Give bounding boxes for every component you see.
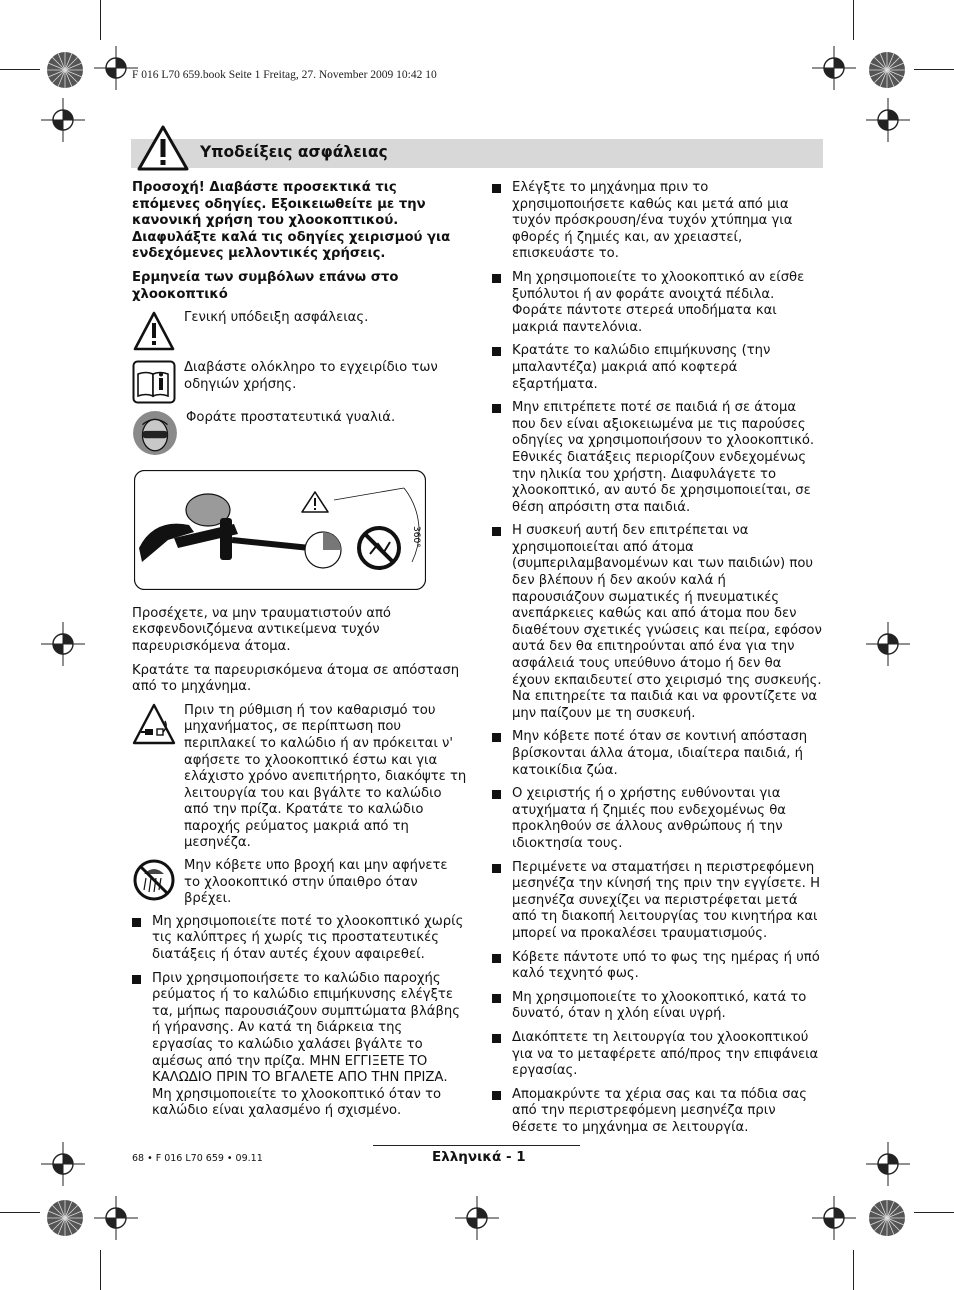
left-column [132, 180, 467, 1127]
registration-mark-icon [41, 1142, 85, 1186]
bullet-square-icon [492, 864, 501, 873]
paragraph: Προσέχετε, να μην τραυματιστούν από εκσφενδονιζόμενα αντικείμενα τυχόν παρευρισκόμενα άτομα. [132, 605, 391, 654]
paragraph: Κρατάτε τα παρευρισκόμενα άτομα σε απόσταση από το μηχάνημα. [132, 662, 460, 695]
intro-warning: Προσοχή! Διαβάστε προσεκτικά τις επόμενες οδηγίες. Εξοικειωθείτε με την κανονική χρήση του χλοοκοπτικού. Διαφυλάξτε καλά τις οδηγίες χειρισμού για ενδεχόμενες μελλοντικές χρήσεις. [132, 180, 451, 262]
symbol-row [132, 858, 467, 908]
section-title: Υποδείξεις ασφάλειας [200, 143, 388, 161]
goggles-icon [132, 410, 178, 456]
bullet-square-icon [492, 954, 501, 963]
warning-triangle-icon [136, 124, 190, 172]
bullet-square-icon [492, 184, 501, 193]
color-rosette-icon [46, 51, 84, 89]
color-rosette-icon [868, 1199, 906, 1237]
bullet-item: Διακόπτετε τη λειτουργία του χλοοκοπτικού για να το μεταφέρετε από/προς την επιφάνεια εργασίας. [492, 1030, 822, 1080]
registration-mark-icon [94, 46, 138, 90]
registration-mark-icon [94, 1196, 138, 1240]
bullet-item: Η συσκευή αυτή δεν επιτρέπεται να χρησιμοποιείται από άτομα (συμπεριλαμβανομένων και των παιδιών) που δεν βλέπουν ή δεν ακούν καλά ή παρουσιάζουν σωματικές ή πνευματικές ανεπάρκειες καθώς και από άτομα που δεν διαθέτουν σχετικές γνώσεις και πείρα, εφόσον αυτά δεν θα επιτηρούνται από ένα για την ασφάλειά τους υπεύθυνο άτομο ή δεν θα έχουν εκπαιδευτεί στο χειρισμό της συσκευής. Να επιτηρείτε τα παιδιά και να φροντίζετε να μην παίζουν με τη συσκευή. [492, 523, 822, 722]
bullet-item: Μη χρησιμοποιείτε ποτέ το χλοοκοπτικό χωρίς τις καλύπτρες ή χωρίς τις προστατευτικές διατάξεις ή όταν αυτές έχουν αφαιρεθεί. [132, 914, 467, 964]
registration-mark-icon [41, 98, 85, 142]
bullet-square-icon [492, 994, 501, 1003]
symbol-text: Πριν τη ρύθμιση ή τον καθαρισμό του μηχανήματος, σε περίπτωση που περιπλακεί το καλώδιο ή αν πρόκειται ν' αφήσετε το χλοοκοπτικό έστω και για ελάχιστο χρόνο ανεπιτήρητο, διακόψτε τη λειτουργία του και βγάλτε το καλώδιο από την πρίζα. Κρατάτε το καλώδιο παροχής ρεύματος μακριά από τη μεσηνέζα. [184, 702, 467, 851]
trimmer-hazard-figure [134, 470, 426, 590]
print-line: F 016 L70 659.book Seite 1 Freitag, 27. November 2009 10:42 10 [132, 69, 437, 81]
bullet-item: Ελέγξτε το μηχάνημα πριν το χρησιμοποιήσετε καθώς και μετά από μια τυχόν πρόσκρουση/ένα τυχόν χτύπημα για φθορές ή ζημιές και, αν χρειαστεί, επισκευάστε το. [492, 180, 822, 263]
right-column [492, 180, 822, 1143]
bullet-item: Περιμένετε να σταματήσει η περιστρεφόμενη μεσηνέζα την κίνησή της πριν την εγγίσετε. Η μεσηνέζα συνεχίζει να περιστρέφεται μετά από τη διακοπή λειτουργίας του κινητήρα και μπορεί να προκαλέσει τραυματισμούς. [492, 860, 822, 943]
trim-mark [914, 1212, 954, 1213]
bullet-item: Απομακρύντε τα χέρια σας και τα πόδια σας από την περιστρεφόμενη μεσηνέζα πριν θέσετε το μηχάνημα σε λειτουργία. [492, 1087, 822, 1137]
trim-mark [853, 1250, 854, 1290]
footer-divider [373, 1145, 580, 1146]
bullet-item: Μην επιτρέπετε ποτέ σε παιδιά ή σε άτομα που δεν είναι αξιοκειωμένα με τις παρούσες οδηγίες να χρησιμοποιήσουν το χλοοκοπτικό. Εθνικές διατάξεις περιορίζουν ενδεχομένως την ηλικία του χρήστη. Διαφυλάγετε το χλοοκοπτικό, αν αυτό δε χρησιμοποιείται, σε θέση απρόσιτη στα παιδιά. [492, 400, 822, 516]
symbol-text: Μην κόβετε υπο βροχή και μην αφήνετε το χλοοκοπτικό στην ύπαιθρο όταν βρέχει. [184, 858, 448, 907]
bullet-item: Μη χρησιμοποιείτε το χλοοκοπτικό αν είσθε ξυπόλυτοι ή αν φοράτε ανοιχτά πέδιλα. Φοράτε πάντοτε στερεά υποδήματα και μακριά παντελόνια. [492, 270, 822, 336]
bullet-square-icon [492, 1034, 501, 1043]
registration-mark-icon [812, 46, 856, 90]
rotation-label: 360° [411, 526, 421, 548]
bullet-square-icon [492, 274, 501, 283]
trim-mark [0, 1212, 40, 1213]
bullet-square-icon [132, 918, 141, 927]
bullet-square-icon [492, 733, 501, 742]
bullet-item: Κρατάτε το καλώδιο επιμήκυνσης (την μπαλαντέζα) μακριά από κοφτερά εξαρτήματα. [492, 343, 822, 393]
symbol-row [132, 360, 467, 404]
trim-mark [100, 0, 101, 40]
color-rosette-icon [46, 1199, 84, 1237]
footer-code: 68 • F 016 L70 659 • 09.11 [132, 1153, 263, 1164]
bullet-item: Πριν χρησιμοποιήσετε το καλώδιο παροχής ρεύματος ή το καλώδιο επιμήκυνσης ελέγξτε τα, μήπως παρουσιάζουν συμπτώματα βλάβης ή γήρανσης. Αν κατά τη διάρκεια της εργασίας το καλώδιο χαλάσει βγάλτε το αμέσως από την πρίζα. ΜΗΝ ΕΓΓΙΞΕΤΕ ΤΟ ΚΑΛΩΔΙΟ ΠΡΙΝ ΤΟ ΒΓΑΛΕΤΕ ΑΠΟ ΤΗΝ ΠΡΙΖΑ. Μη χρησιμοποιείτε το χλοοκοπτικό όταν το καλώδιο είναι χαλασμένο ή σχισμένο. [132, 971, 467, 1120]
bullet-item: Κόβετε πάντοτε υπό το φως της ημέρας ή υπό καλό τεχνητό φως. [492, 950, 822, 983]
registration-mark-icon [866, 98, 910, 142]
warning-triangle-icon [132, 310, 176, 354]
page-label: Ελληνικά - 1 [432, 1149, 526, 1165]
registration-mark-icon [812, 1196, 856, 1240]
symbols-heading: Ερμηνεία των συμβόλων επάνω στο χλοοκοπτικό [132, 269, 399, 302]
bullet-item: Μην κόβετε ποτέ όταν σε κοντινή απόσταση βρίσκονται άλλα άτομα, ιδιαίτερα παιδιά, ή κατοικίδια ζώα. [492, 729, 822, 779]
trim-mark [853, 0, 854, 40]
symbol-text: Φοράτε προστατευτικά γυαλιά. [186, 410, 396, 426]
unplug-warning-icon [132, 703, 176, 747]
symbol-row [132, 310, 467, 354]
color-rosette-icon [868, 51, 906, 89]
bullet-item: Μη χρησιμοποιείτε το χλοοκοπτικό, κατά το δυνατό, όταν η χλόη είναι υγρή. [492, 990, 822, 1023]
symbol-text: Γενική υπόδειξη ασφάλειας. [184, 310, 369, 326]
bullet-square-icon [492, 527, 501, 536]
bullet-square-icon [492, 404, 501, 413]
symbol-row [132, 410, 467, 456]
bullet-square-icon [492, 347, 501, 356]
registration-mark-icon [866, 622, 910, 666]
registration-mark-icon [866, 1142, 910, 1186]
registration-mark-icon [455, 1196, 499, 1240]
trim-mark [914, 69, 954, 70]
symbol-row [132, 703, 467, 852]
no-rain-icon [132, 858, 176, 902]
symbol-text: Διαβάστε ολόκληρο το εγχειρίδιο των οδηγιών χρήσης. [184, 360, 438, 392]
read-manual-icon [132, 360, 176, 404]
registration-mark-icon [41, 622, 85, 666]
bullet-square-icon [492, 790, 501, 799]
trim-mark [100, 1250, 101, 1290]
trim-mark [0, 69, 40, 70]
bullet-square-icon [492, 1091, 501, 1100]
bullet-item: Ο χειριστής ή ο χρήστης ευθύνονται για ατυχήματα ή ζημιές που ενδεχομένως θα προκληθούν σε άλλους ανθρώπους ή την ιδιοκτησία τους. [492, 786, 822, 852]
bullet-square-icon [132, 975, 141, 984]
